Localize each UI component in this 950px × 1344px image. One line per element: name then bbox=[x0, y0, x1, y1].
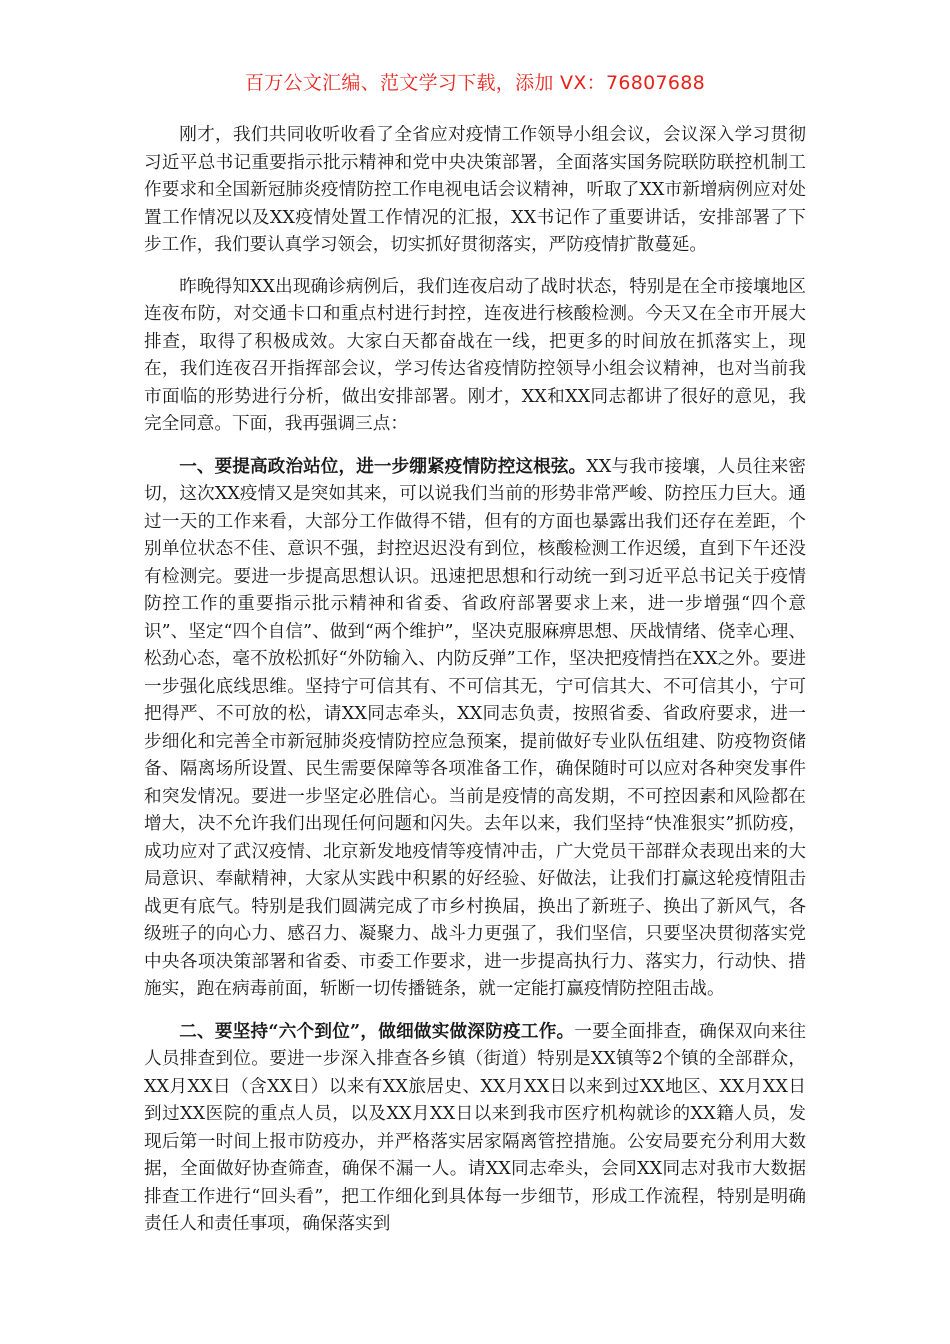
paragraph-text: 刚才，我们共同收听收看了全省应对疫情工作领导小组会议，会议深入学习贯彻习近平总书记重要指示批示精神和党中央决策部署，全面落实国务院联防联控机制工作要求和全国新冠肺炎疫情防控工作电视电话会议精神，听取了XX市新增病例应对处置工作情况以及XX疫情处置工作情况的汇报，XX书记作了重要讲话，安排部署了下步工作，我们要认真学习领会，切实抓好贯彻落实，严防疫情扩散蔓延。 bbox=[144, 125, 806, 255]
paragraph-text: 一要全面排查，确保双向来往人员排查到位。要进一步深入排查各乡镇（街道）特别是XX镇等2个镇的全部群众，XX月XX日（含XX日）以来有XX旅居史、XX月XX日以来到过XX地区、XX月XX日到过XX医院的重点人员，以及XX月XX日以来到我市医疗机构就诊的XX籍人员，发现后第一时间上报市防疫办，并严格落实居家隔离管控措施。公安局要充分利用大数据，全面做好协查筛查，确保不漏一人。请XX同志牵头，会同XX同志对我市大数据排查工作进行“回头看”，把工作细化到具体每一步细节，形成工作流程，特别是明确责任人和责任事项，确保落实到 bbox=[144, 1021, 806, 1234]
watermark-header: 百万公文汇编、范文学习下载，添加 VX：76807688 bbox=[244, 72, 706, 94]
paragraph-text: XX与我市接壤，人员往来密切，这次XX疫情又是突如其来，可以说我们当前的形势非常严峻、防控压力巨大。通过一天的工作来看，大部分工作做得不错，但有的方面也暴露出我们还存在差距，个别单位状态不佳、意识不强，封控迟迟没有到位，核酸检测工作迟缓，直到下午还没有检测完。要进一步提高思想认识。迅速把思想和行动统一到习近平总书记关于疫情防控工作的重要指示批示精神和省委、省政府部署要求上来，进一步增强“四个意识”、坚定“四个自信”、做到“两个维护”，坚决克服麻痹思想、厌战情绪、侥幸心理、松劲心态，毫不放松抓好“外防输入、内防反弹”工作，坚决把疫情挡在XX之外。要进一步强化底线思维。坚持宁可信其有、不可信其无，宁可信其大、不可信其小，宁可把得严、不可放的松，请XX同志牵头，XX同志负责，按照省委、省政府要求，进一步细化和完善全市新冠肺炎疫情防控应急预案，提前做好专业队伍组建、防疫物资储备、隔离场所设置、民生需要保障等各项准备工作，确保随时可以应对各种突发事件和突发情况。要进一步坚定必胜信心。当前是疫情的高发期，不可控因素和风险都在增大，决不允许我们出现任何问题和闪失。去年以来，我们坚持“快准狠实”抓防疫，成功应对了武汉疫情、北京新发地疫情等疫情冲击，广大党员干部群众表现出来的大局意识、奉献精神，大家从实践中积累的好经验、好做法，让我们打赢这轮疫情阻击战更有底气。特别是我们圆满完成了市乡村换届，换出了新班子、换出了新风气，各级班子的向心力、感召力、凝聚力、战斗力更强了，我们坚信，只要坚决贯彻落实党中央各项决策部署和省委、市委工作要求，进一步提高执行力、落实力，行动快、措施实，跑在病毒前面，斩断一切传播链条，就一定能打赢疫情防控阻击战。 bbox=[144, 456, 806, 999]
section-heading: 一、要提高政治站位，进一步绷紧疫情防控这根弦。 bbox=[179, 455, 587, 477]
paragraph-point-one bbox=[144, 453, 806, 1004]
section-heading: 二、要坚持“六个到位”，做细做实做深防疫工作。 bbox=[179, 1020, 575, 1042]
paragraph-text: 昨晚得知XX出现确诊病例后，我们连夜启动了战时状态，特别是在全市接壤地区连夜布防，对交通卡口和重点村进行封控，连夜进行核酸检测。今天又在全市开展大排查，取得了积极成效。大家白天都奋战在一线，把更多的时间放在抓落实上，现在，我们连夜召开指挥部会议，学习传达省疫情防控领导小组会议精神，也对当前我市面临的形势进行分析，做出安排部署。刚才，XX和XX同志都讲了很好的意见，我完全同意。下面，我再强调三点： bbox=[144, 276, 806, 434]
document-body bbox=[144, 122, 806, 1253]
paragraph-context bbox=[144, 274, 806, 439]
paragraph-point-two bbox=[144, 1018, 806, 1239]
paragraph-intro bbox=[144, 122, 806, 260]
